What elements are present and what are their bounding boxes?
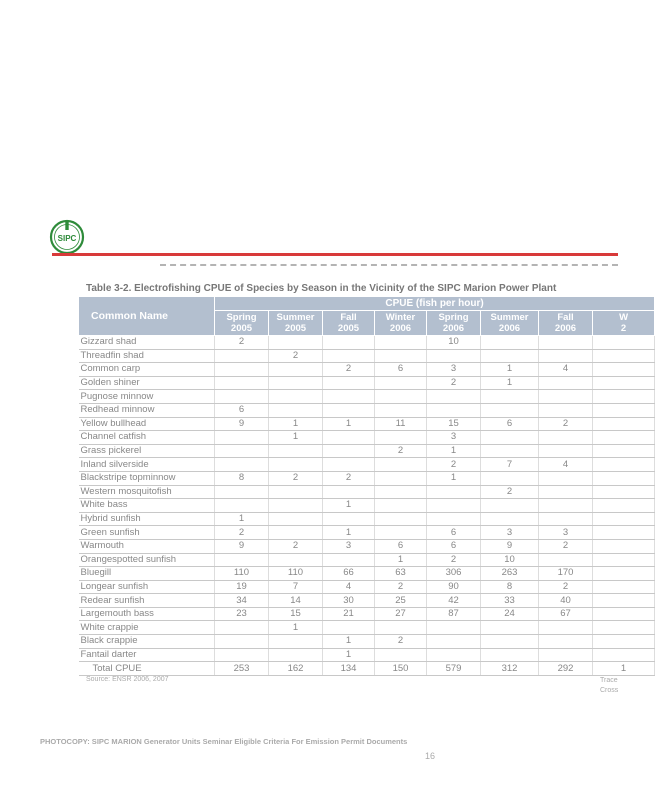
- cpue-value: [323, 431, 375, 445]
- page-number: 16: [425, 751, 436, 761]
- season-label: W: [619, 312, 629, 323]
- cpue-value: [481, 512, 539, 526]
- cpue-value: [269, 526, 323, 540]
- species-name: Pugnose minnow: [79, 390, 215, 404]
- table-row: [79, 607, 655, 621]
- cpue-value: 3: [481, 526, 539, 540]
- cpue-value: 3: [427, 431, 481, 445]
- table-row: [79, 444, 655, 458]
- cpue-value: [593, 648, 655, 662]
- cpue-value: 2: [269, 349, 323, 363]
- cpue-value: [427, 648, 481, 662]
- cpue-value: [375, 485, 427, 499]
- cpue-value: 90: [427, 580, 481, 594]
- cpue-value: [481, 336, 539, 350]
- cpue-value: [269, 499, 323, 513]
- cpue-value: [323, 336, 375, 350]
- cpue-value: [215, 349, 269, 363]
- species-name: Longear sunfish: [79, 580, 215, 594]
- cpue-value: [269, 403, 323, 417]
- table-row: [79, 376, 655, 390]
- season-year: 2005: [284, 323, 307, 334]
- cpue-value: 6: [427, 526, 481, 540]
- cpue-value: 6: [375, 363, 427, 377]
- table-row: [79, 621, 655, 635]
- table-row: [79, 580, 655, 594]
- cpue-value: 2: [269, 471, 323, 485]
- cpue-value: [375, 526, 427, 540]
- cpue-value: 15: [269, 607, 323, 621]
- cpue-value: 6: [427, 539, 481, 553]
- cpue-value: 30: [323, 594, 375, 608]
- cpue-value: 4: [323, 580, 375, 594]
- cpue-value: 263: [481, 567, 539, 581]
- cpue-value: [539, 444, 593, 458]
- cpue-value: 8: [481, 580, 539, 594]
- cpue-value: [375, 512, 427, 526]
- cpue-value: [539, 648, 593, 662]
- species-name: Blackstripe topminnow: [79, 471, 215, 485]
- logo-text: SIPC: [57, 234, 77, 243]
- cpue-value: 110: [269, 567, 323, 581]
- table-row: [79, 499, 655, 513]
- season-label: Fall: [340, 312, 357, 323]
- season-year: 2006: [442, 323, 465, 334]
- season-year: 2: [620, 323, 627, 334]
- season-year: 2005: [230, 323, 253, 334]
- cpue-value: [323, 376, 375, 390]
- cpue-value: [427, 349, 481, 363]
- cpue-value: [375, 471, 427, 485]
- table-body: [79, 336, 655, 676]
- table-row: [79, 512, 655, 526]
- season-label: Summer: [490, 312, 529, 323]
- season-header: [539, 311, 593, 336]
- table-row: [79, 471, 655, 485]
- cpue-value: 67: [539, 607, 593, 621]
- cpue-value: [481, 648, 539, 662]
- species-name: Gizzard shad: [79, 336, 215, 350]
- cpue-value: [375, 431, 427, 445]
- cpue-value: 2: [539, 580, 593, 594]
- season-label: Spring: [438, 312, 469, 323]
- cpue-value: [215, 431, 269, 445]
- cpue-value: 24: [481, 607, 539, 621]
- cpue-value: [481, 471, 539, 485]
- cpue-value: 7: [269, 580, 323, 594]
- cpue-value: [539, 471, 593, 485]
- cpue-value: 2: [323, 471, 375, 485]
- cpue-value: 3: [539, 526, 593, 540]
- cpue-value: [539, 499, 593, 513]
- cpue-value: [427, 390, 481, 404]
- cpue-value: [539, 553, 593, 567]
- cpue-value: 2: [427, 553, 481, 567]
- cpue-value: 1: [323, 417, 375, 431]
- cpue-value: 34: [215, 594, 269, 608]
- cpue-value: 1: [323, 648, 375, 662]
- cpue-value: 253: [215, 662, 269, 676]
- cpue-value: [539, 349, 593, 363]
- table-row: [79, 336, 655, 350]
- cpue-value: 170: [539, 567, 593, 581]
- table-row: [79, 526, 655, 540]
- cpue-value: 4: [539, 458, 593, 472]
- cpue-value: 2: [323, 363, 375, 377]
- cpue-value: 8: [215, 471, 269, 485]
- total-row: [79, 662, 655, 676]
- table-row: [79, 349, 655, 363]
- cpue-value: [269, 376, 323, 390]
- cpue-value: [593, 417, 655, 431]
- cpue-value: [427, 485, 481, 499]
- season-label: Summer: [276, 312, 315, 323]
- cpue-value: 2: [375, 444, 427, 458]
- species-name: Redhead minnow: [79, 403, 215, 417]
- cpue-value: 9: [215, 417, 269, 431]
- species-name: Total CPUE: [79, 662, 215, 676]
- cpue-value: [323, 485, 375, 499]
- cpue-value: [593, 499, 655, 513]
- cpue-value: [481, 390, 539, 404]
- cpue-value: 1: [269, 417, 323, 431]
- cpue-value: [593, 553, 655, 567]
- cpue-value: 2: [269, 539, 323, 553]
- season-header: [215, 311, 269, 336]
- species-name: Inland silverside: [79, 458, 215, 472]
- cpue-value: [539, 485, 593, 499]
- common-name-header: Common Name: [79, 297, 215, 336]
- cpue-value: 21: [323, 607, 375, 621]
- cpue-value: [269, 485, 323, 499]
- cpue-value: [593, 363, 655, 377]
- table-row: [79, 417, 655, 431]
- season-year: 2006: [554, 323, 577, 334]
- species-name: Common carp: [79, 363, 215, 377]
- cpue-value: [215, 376, 269, 390]
- table-row: [79, 458, 655, 472]
- cpue-value: [269, 648, 323, 662]
- table-row: [79, 431, 655, 445]
- table-row: [79, 539, 655, 553]
- cpue-value: 1: [215, 512, 269, 526]
- cpue-value: [269, 635, 323, 649]
- cpue-value: [375, 336, 427, 350]
- cpue-value: 7: [481, 458, 539, 472]
- cpue-value: [481, 621, 539, 635]
- cpue-value: 66: [323, 567, 375, 581]
- cpue-value: 1: [323, 499, 375, 513]
- cpue-value: 2: [375, 580, 427, 594]
- cpue-value: [539, 431, 593, 445]
- cpue-value: 150: [375, 662, 427, 676]
- cpue-value: 1: [427, 471, 481, 485]
- cpue-value: [215, 635, 269, 649]
- cpue-value: 63: [375, 567, 427, 581]
- species-name: Black crappie: [79, 635, 215, 649]
- cpue-value: 579: [427, 662, 481, 676]
- cpue-value: [375, 376, 427, 390]
- cpue-value: 87: [427, 607, 481, 621]
- cpue-value: [215, 458, 269, 472]
- species-name: Orangespotted sunfish: [79, 553, 215, 567]
- season-header: [269, 311, 323, 336]
- cpue-value: 1: [481, 363, 539, 377]
- cpue-value: 42: [427, 594, 481, 608]
- cpue-value: [323, 349, 375, 363]
- cpue-value: 1: [323, 635, 375, 649]
- species-name: Grass pickerel: [79, 444, 215, 458]
- cpue-value: [215, 363, 269, 377]
- cpue-value: [481, 499, 539, 513]
- cpue-value: [539, 376, 593, 390]
- cpue-value: 23: [215, 607, 269, 621]
- cpue-table-container: [78, 296, 629, 674]
- cpue-value: [375, 403, 427, 417]
- cpue-value: [593, 390, 655, 404]
- cpue-value: [593, 512, 655, 526]
- cpue-value: 1: [269, 621, 323, 635]
- cpue-value: [323, 512, 375, 526]
- cpue-value: [539, 621, 593, 635]
- page-footer: PHOTOCOPY: SIPC MARION Generator Units Seminar Eligible Criteria For Emission Permit Documents: [40, 737, 408, 746]
- cpue-value: [481, 431, 539, 445]
- cpue-value: [481, 349, 539, 363]
- season-header: [375, 311, 427, 336]
- cpue-value: [593, 594, 655, 608]
- cpue-value: [593, 336, 655, 350]
- cpue-value: [481, 635, 539, 649]
- cpue-value: [215, 444, 269, 458]
- cpue-value: [427, 621, 481, 635]
- sipc-logo: [49, 219, 85, 255]
- cpue-value: 1: [593, 662, 655, 676]
- cpue-value: 9: [481, 539, 539, 553]
- cpue-value: [593, 607, 655, 621]
- season-label: Winter: [385, 312, 416, 323]
- cpue-value: 2: [215, 336, 269, 350]
- table-row: [79, 553, 655, 567]
- cpue-value: [593, 458, 655, 472]
- cpue-value: [539, 336, 593, 350]
- cpue-value: 2: [375, 635, 427, 649]
- cpue-value: [593, 526, 655, 540]
- cpue-value: [593, 580, 655, 594]
- cpue-value: [269, 512, 323, 526]
- season-label: Spring: [226, 312, 257, 323]
- season-header: [593, 311, 655, 336]
- cpue-value: 3: [323, 539, 375, 553]
- table-row: [79, 390, 655, 404]
- cpue-value: [215, 553, 269, 567]
- season-label: Fall: [557, 312, 574, 323]
- cpue-value: 6: [481, 417, 539, 431]
- cpue-value: [593, 444, 655, 458]
- season-year: 2006: [498, 323, 521, 334]
- cpue-value: [375, 621, 427, 635]
- cpue-value: 10: [427, 336, 481, 350]
- cpue-value: 1: [375, 553, 427, 567]
- season-header: [427, 311, 481, 336]
- cpue-value: [375, 458, 427, 472]
- species-name: Channel catfish: [79, 431, 215, 445]
- cpue-value: [269, 444, 323, 458]
- cpue-value: [593, 471, 655, 485]
- cpue-value: 25: [375, 594, 427, 608]
- cpue-value: [269, 336, 323, 350]
- cpue-value: [539, 403, 593, 417]
- note-line: Trace: [600, 677, 618, 684]
- cpue-value: 162: [269, 662, 323, 676]
- species-name: Bluegill: [79, 567, 215, 581]
- header-red-rule: [52, 253, 618, 256]
- cpue-value: [215, 621, 269, 635]
- cpue-value: 2: [427, 376, 481, 390]
- species-name: Golden shiner: [79, 376, 215, 390]
- cpue-group-header: CPUE (fish per hour): [215, 297, 655, 311]
- cpue-value: [427, 499, 481, 513]
- cpue-value: 27: [375, 607, 427, 621]
- cpue-value: 40: [539, 594, 593, 608]
- species-name: Threadfin shad: [79, 349, 215, 363]
- species-name: Fantail darter: [79, 648, 215, 662]
- cpue-value: [269, 363, 323, 377]
- cpue-value: [215, 390, 269, 404]
- cpue-value: 6: [375, 539, 427, 553]
- cpue-value: 2: [539, 539, 593, 553]
- table-side-note: [600, 676, 618, 696]
- cpue-value: [269, 390, 323, 404]
- season-header: [323, 311, 375, 336]
- cpue-value: [323, 444, 375, 458]
- cpue-value: [215, 499, 269, 513]
- cpue-value: 15: [427, 417, 481, 431]
- cpue-value: 4: [539, 363, 593, 377]
- cpue-value: [427, 403, 481, 417]
- cpue-value: [593, 567, 655, 581]
- cpue-value: [375, 349, 427, 363]
- cpue-value: 1: [269, 431, 323, 445]
- cpue-value: [593, 621, 655, 635]
- cpue-value: [593, 349, 655, 363]
- season-year: 2005: [337, 323, 360, 334]
- table-row: [79, 567, 655, 581]
- species-name: White bass: [79, 499, 215, 513]
- cpue-value: 33: [481, 594, 539, 608]
- cpue-value: [375, 648, 427, 662]
- cpue-value: [593, 635, 655, 649]
- species-name: Largemouth bass: [79, 607, 215, 621]
- cpue-value: [593, 539, 655, 553]
- cpue-value: 292: [539, 662, 593, 676]
- cpue-value: [593, 376, 655, 390]
- cpue-value: [323, 553, 375, 567]
- species-name: Redear sunfish: [79, 594, 215, 608]
- cpue-value: 10: [481, 553, 539, 567]
- cpue-value: [215, 648, 269, 662]
- cpue-value: 19: [215, 580, 269, 594]
- table-row: [79, 635, 655, 649]
- cpue-value: [593, 403, 655, 417]
- cpue-value: [323, 403, 375, 417]
- species-name: Western mosquitofish: [79, 485, 215, 499]
- cpue-value: 14: [269, 594, 323, 608]
- cpue-value: 134: [323, 662, 375, 676]
- cpue-value: 312: [481, 662, 539, 676]
- table-source-note: Source: ENSR 2006, 2007: [86, 676, 169, 683]
- table-title: Table 3-2. Electrofishing CPUE of Species by Season in the Vicinity of the SIPC Marion Power Plant: [86, 283, 557, 294]
- cpue-value: [323, 390, 375, 404]
- species-name: Hybrid sunfish: [79, 512, 215, 526]
- species-name: Yellow bullhead: [79, 417, 215, 431]
- cpue-value: [481, 403, 539, 417]
- cpue-value: [323, 458, 375, 472]
- cpue-value: 2: [427, 458, 481, 472]
- cpue-value: 2: [539, 417, 593, 431]
- cpue-value: 1: [481, 376, 539, 390]
- header-dashed-rule: [160, 264, 618, 266]
- cpue-value: [427, 635, 481, 649]
- cpue-value: 1: [427, 444, 481, 458]
- cpue-value: [375, 390, 427, 404]
- cpue-value: [593, 485, 655, 499]
- species-name: Warmouth: [79, 539, 215, 553]
- table-header-row: [79, 297, 655, 311]
- cpue-value: 2: [481, 485, 539, 499]
- cpue-value: [539, 635, 593, 649]
- cpue-value: [593, 431, 655, 445]
- table-row: [79, 594, 655, 608]
- cpue-value: 3: [427, 363, 481, 377]
- note-line: Cross: [600, 687, 619, 694]
- cpue-value: 11: [375, 417, 427, 431]
- cpue-value: [375, 499, 427, 513]
- species-name: White crappie: [79, 621, 215, 635]
- cpue-value: 306: [427, 567, 481, 581]
- cpue-value: [427, 512, 481, 526]
- season-year: 2006: [389, 323, 412, 334]
- table-row: [79, 403, 655, 417]
- table-row: [79, 648, 655, 662]
- cpue-value: 6: [215, 403, 269, 417]
- cpue-value: [323, 621, 375, 635]
- cpue-value: 9: [215, 539, 269, 553]
- cpue-value: [539, 512, 593, 526]
- table-row: [79, 363, 655, 377]
- cpue-value: 2: [215, 526, 269, 540]
- table-row: [79, 485, 655, 499]
- season-header: [481, 311, 539, 336]
- cpue-value: [269, 458, 323, 472]
- cpue-value: [539, 390, 593, 404]
- cpue-value: 1: [323, 526, 375, 540]
- cpue-value: 110: [215, 567, 269, 581]
- cpue-table: [78, 296, 655, 676]
- species-name: Green sunfish: [79, 526, 215, 540]
- cpue-value: [481, 444, 539, 458]
- cpue-value: [215, 485, 269, 499]
- cpue-value: [269, 553, 323, 567]
